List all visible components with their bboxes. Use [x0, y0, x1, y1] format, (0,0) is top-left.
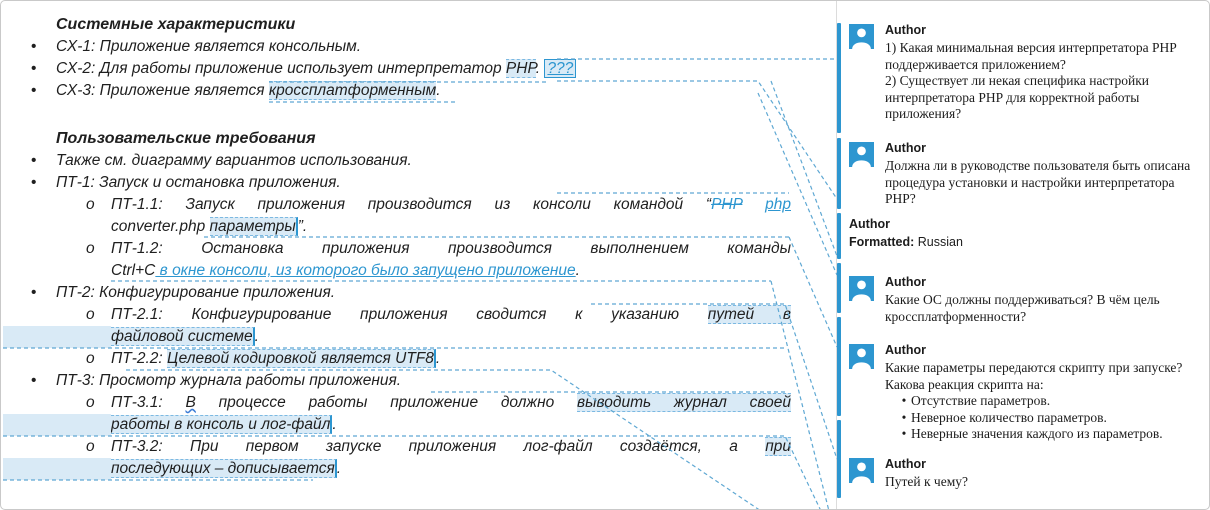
paragraph-text: [56, 172, 791, 194]
comment-highlight-run: при: [765, 438, 791, 455]
comment-highlight-run: путей в: [707, 306, 791, 323]
text-run: .: [254, 328, 259, 345]
comment-body: [849, 217, 1205, 251]
text-run: СХ-1: Приложение является консольным.: [56, 38, 362, 55]
text-run: СХ-3: Приложение является: [56, 82, 269, 99]
document-bullet-item[interactable]: [1, 194, 801, 238]
comment-author: Author: [885, 457, 926, 471]
bullet-marker: •: [31, 284, 37, 301]
paragraph-text: [111, 348, 791, 370]
document-line[interactable]: [56, 370, 791, 392]
document-line[interactable]: [111, 260, 791, 282]
text-run: ПТ-1.1: Запуск приложения производится из консоли командой “: [111, 196, 712, 213]
revision-bar-segment: [837, 213, 841, 259]
comment-text: [885, 158, 1205, 208]
text-run: ”.: [297, 218, 308, 235]
document-line[interactable]: [56, 58, 791, 80]
document-bullet-item[interactable]: [1, 436, 801, 480]
document-line[interactable]: [111, 436, 791, 458]
author-avatar-icon: [849, 344, 874, 369]
text-run: ПТ-2.1: Конфигурирование приложения сводится к указанию: [111, 306, 708, 323]
comment-highlight-run: файловой системе: [111, 328, 253, 345]
document-line[interactable]: [56, 80, 791, 102]
comment-highlight-run: Целевой кодировкой является UTF8: [167, 350, 434, 367]
text-run: .: [535, 60, 545, 77]
comment-text: [885, 474, 1205, 491]
comment-card[interactable]: [849, 23, 1205, 123]
bullet-marker: •: [901, 393, 907, 408]
text-run: [742, 196, 765, 213]
paragraph-text: [56, 80, 791, 102]
document-bullet-item[interactable]: [1, 238, 801, 282]
formatted-label: Formatted:: [849, 235, 915, 249]
spellcheck-run: В: [185, 394, 196, 411]
document-bullet-item[interactable]: [1, 348, 801, 370]
document-bullet-item[interactable]: [1, 58, 801, 80]
section-heading[interactable]: Системные характеристики: [56, 16, 296, 33]
document-line[interactable]: [111, 392, 791, 414]
text-run: .: [332, 416, 337, 433]
text-run: .: [436, 82, 441, 99]
comment-bullet-text: Отсутствие параметров.: [911, 393, 1051, 408]
document-line[interactable]: [56, 172, 791, 194]
bullet-marker: o: [86, 394, 95, 411]
bullet-marker: •: [31, 38, 37, 55]
comment-card[interactable]: [849, 141, 1205, 208]
comment-body: [885, 141, 1205, 208]
bullet-marker: o: [86, 438, 95, 455]
text-run: ПТ-1.2: Остановка приложения производится выполнением команды: [111, 240, 791, 257]
comment-text: [885, 292, 1205, 325]
bullet-marker: o: [86, 196, 95, 213]
comment-highlight-run: работы в консоль и лог-файл: [111, 416, 331, 433]
bullet-marker: o: [86, 306, 95, 323]
text-run: ПТ-1: Запуск и остановка приложения.: [56, 174, 341, 191]
document-bullet-item[interactable]: [1, 80, 801, 102]
section-heading[interactable]: Пользовательские требования: [56, 130, 316, 147]
document-line[interactable]: [111, 414, 791, 436]
comment-text: [885, 360, 1205, 393]
comment-body: [885, 457, 1205, 491]
paragraph-text: [56, 282, 791, 304]
text-run: ПТ-3: Просмотр журнала работы приложения.: [56, 372, 402, 389]
author-avatar-icon: [849, 276, 874, 301]
text-run: .: [575, 262, 580, 279]
comment-body: [885, 23, 1205, 123]
comment-bullet-item: [885, 410, 1205, 427]
text-run: Также см. диаграмму вариантов использования.: [56, 152, 412, 169]
text-run: ПТ-3.1:: [111, 394, 186, 411]
document-line[interactable]: [111, 348, 791, 370]
document-bullet-item[interactable]: [1, 370, 801, 392]
text-run: СХ-2: Для работы приложение использует интерпретатор: [56, 60, 506, 77]
paragraph-text: [56, 370, 791, 392]
comment-card[interactable]: [849, 275, 1205, 325]
comment-highlight-run: параметры: [209, 218, 296, 235]
bullet-marker: o: [86, 240, 95, 257]
paragraph-text: [111, 304, 791, 348]
text-run: .: [336, 460, 342, 477]
comment-paragraph: 1) Какая минимальная версия интерпретатора PHP поддерживается приложением?: [885, 40, 1177, 72]
revision-bar-segment: [837, 317, 841, 416]
text-run: ПТ-3.2: При первом запуске приложения лог-файл создаётся, а: [111, 438, 766, 455]
comment-card[interactable]: [849, 343, 1205, 443]
comment-bullet-item: [885, 426, 1205, 443]
bullet-marker: •: [31, 152, 37, 169]
comment-author: Author: [885, 275, 926, 289]
formatted-change-text: [849, 234, 1205, 251]
paragraph-text: [111, 238, 791, 282]
document-line[interactable]: [111, 238, 791, 260]
comment-highlight-run: последующих – дописывается: [111, 460, 335, 477]
text-run: процессе работы приложение должно: [195, 394, 578, 411]
comment-highlight-run: кроссплатформенным: [268, 82, 437, 99]
document-bullet-item[interactable]: [1, 304, 801, 348]
paragraph-text: [111, 436, 791, 480]
comment-text: [885, 40, 1205, 123]
revision-bar-segment: [837, 138, 841, 209]
author-avatar-icon: [849, 24, 874, 49]
document-line[interactable]: [111, 304, 791, 326]
paragraph-text: [111, 194, 791, 238]
paragraph-text: [56, 36, 791, 58]
deleted-text-run: PHP: [711, 196, 743, 213]
inserted-text-run: php: [765, 196, 791, 213]
document-bullet-item[interactable]: [1, 392, 801, 436]
paragraph-text: [56, 150, 791, 172]
document-bullet-item[interactable]: [1, 172, 801, 194]
author-avatar-icon: [849, 142, 874, 167]
document-line[interactable]: [56, 282, 791, 304]
document-bullet-item[interactable]: [1, 150, 801, 172]
comment-author: Author: [885, 23, 926, 37]
revision-bar-segment: [837, 23, 841, 133]
bullet-marker: •: [31, 60, 37, 77]
author-avatar-icon: [849, 458, 874, 483]
comment-author: Author: [885, 343, 926, 357]
revision-bar-segment: [837, 263, 841, 313]
document-line[interactable]: [111, 326, 791, 348]
bullet-marker: •: [901, 409, 907, 425]
document-line[interactable]: [56, 150, 791, 172]
text-run: Ctrl+C: [111, 262, 156, 279]
text-run: .: [435, 350, 441, 367]
insertion-box-run: ???: [544, 59, 576, 78]
comment-card[interactable]: [849, 217, 1205, 251]
revision-bar-segment: [837, 420, 841, 498]
comment-paragraph: Путей к чему?: [885, 474, 968, 489]
document-line[interactable]: [56, 36, 791, 58]
comment-paragraph: 2) Существует ли некая специфика настройки интерпретатора PHP для корректной работы приложения?: [885, 73, 1150, 121]
comment-paragraph: Должна ли в руководстве пользователя быть описана процедура установки и настройки интерпретатора PHP?: [885, 158, 1191, 206]
comment-body: [885, 343, 1205, 443]
text-run: ПТ-2.2:: [111, 350, 168, 367]
comment-bullet-item: [885, 393, 1205, 410]
comment-highlight-run: выводить журнал своей: [577, 394, 791, 411]
paragraph-text: [111, 392, 791, 436]
inserted-text-run: в окне консоли, из которого было запущено приложение: [155, 262, 576, 279]
text-run: converter.php: [111, 218, 210, 235]
document-bullet-item[interactable]: [1, 36, 801, 58]
bullet-marker: •: [31, 174, 37, 191]
comment-bullet-text: Неверное количество параметров.: [911, 409, 1107, 425]
bullet-marker: •: [31, 372, 37, 389]
paragraph-text: [56, 58, 791, 80]
comment-paragraph: Какие ОС должны поддерживаться? В чём цель кроссплатформенности?: [885, 292, 1160, 324]
comment-author: Author: [885, 141, 926, 155]
comment-author: Author: [849, 217, 890, 231]
formatted-value: Russian: [914, 235, 963, 249]
bullet-marker: •: [31, 82, 37, 99]
comment-paragraph: Какие параметры передаются скрипту при запуске? Какова реакция скрипта на:: [885, 360, 1183, 392]
comment-highlight-run: PHP: [505, 60, 536, 77]
bullet-marker: •: [901, 426, 907, 441]
document-line[interactable]: [111, 458, 791, 480]
document-bullet-item[interactable]: [1, 282, 801, 304]
text-run: ПТ-2: Конфигурирование приложения.: [56, 284, 336, 301]
document-line[interactable]: [111, 216, 791, 238]
comment-bullet-text: Неверные значения каждого из параметров.: [911, 426, 1163, 441]
document-line[interactable]: [111, 194, 791, 216]
comment-card[interactable]: [849, 457, 1205, 491]
document-body[interactable]: [1, 1, 801, 480]
comment-body: [885, 275, 1205, 325]
bullet-marker: o: [86, 350, 95, 367]
